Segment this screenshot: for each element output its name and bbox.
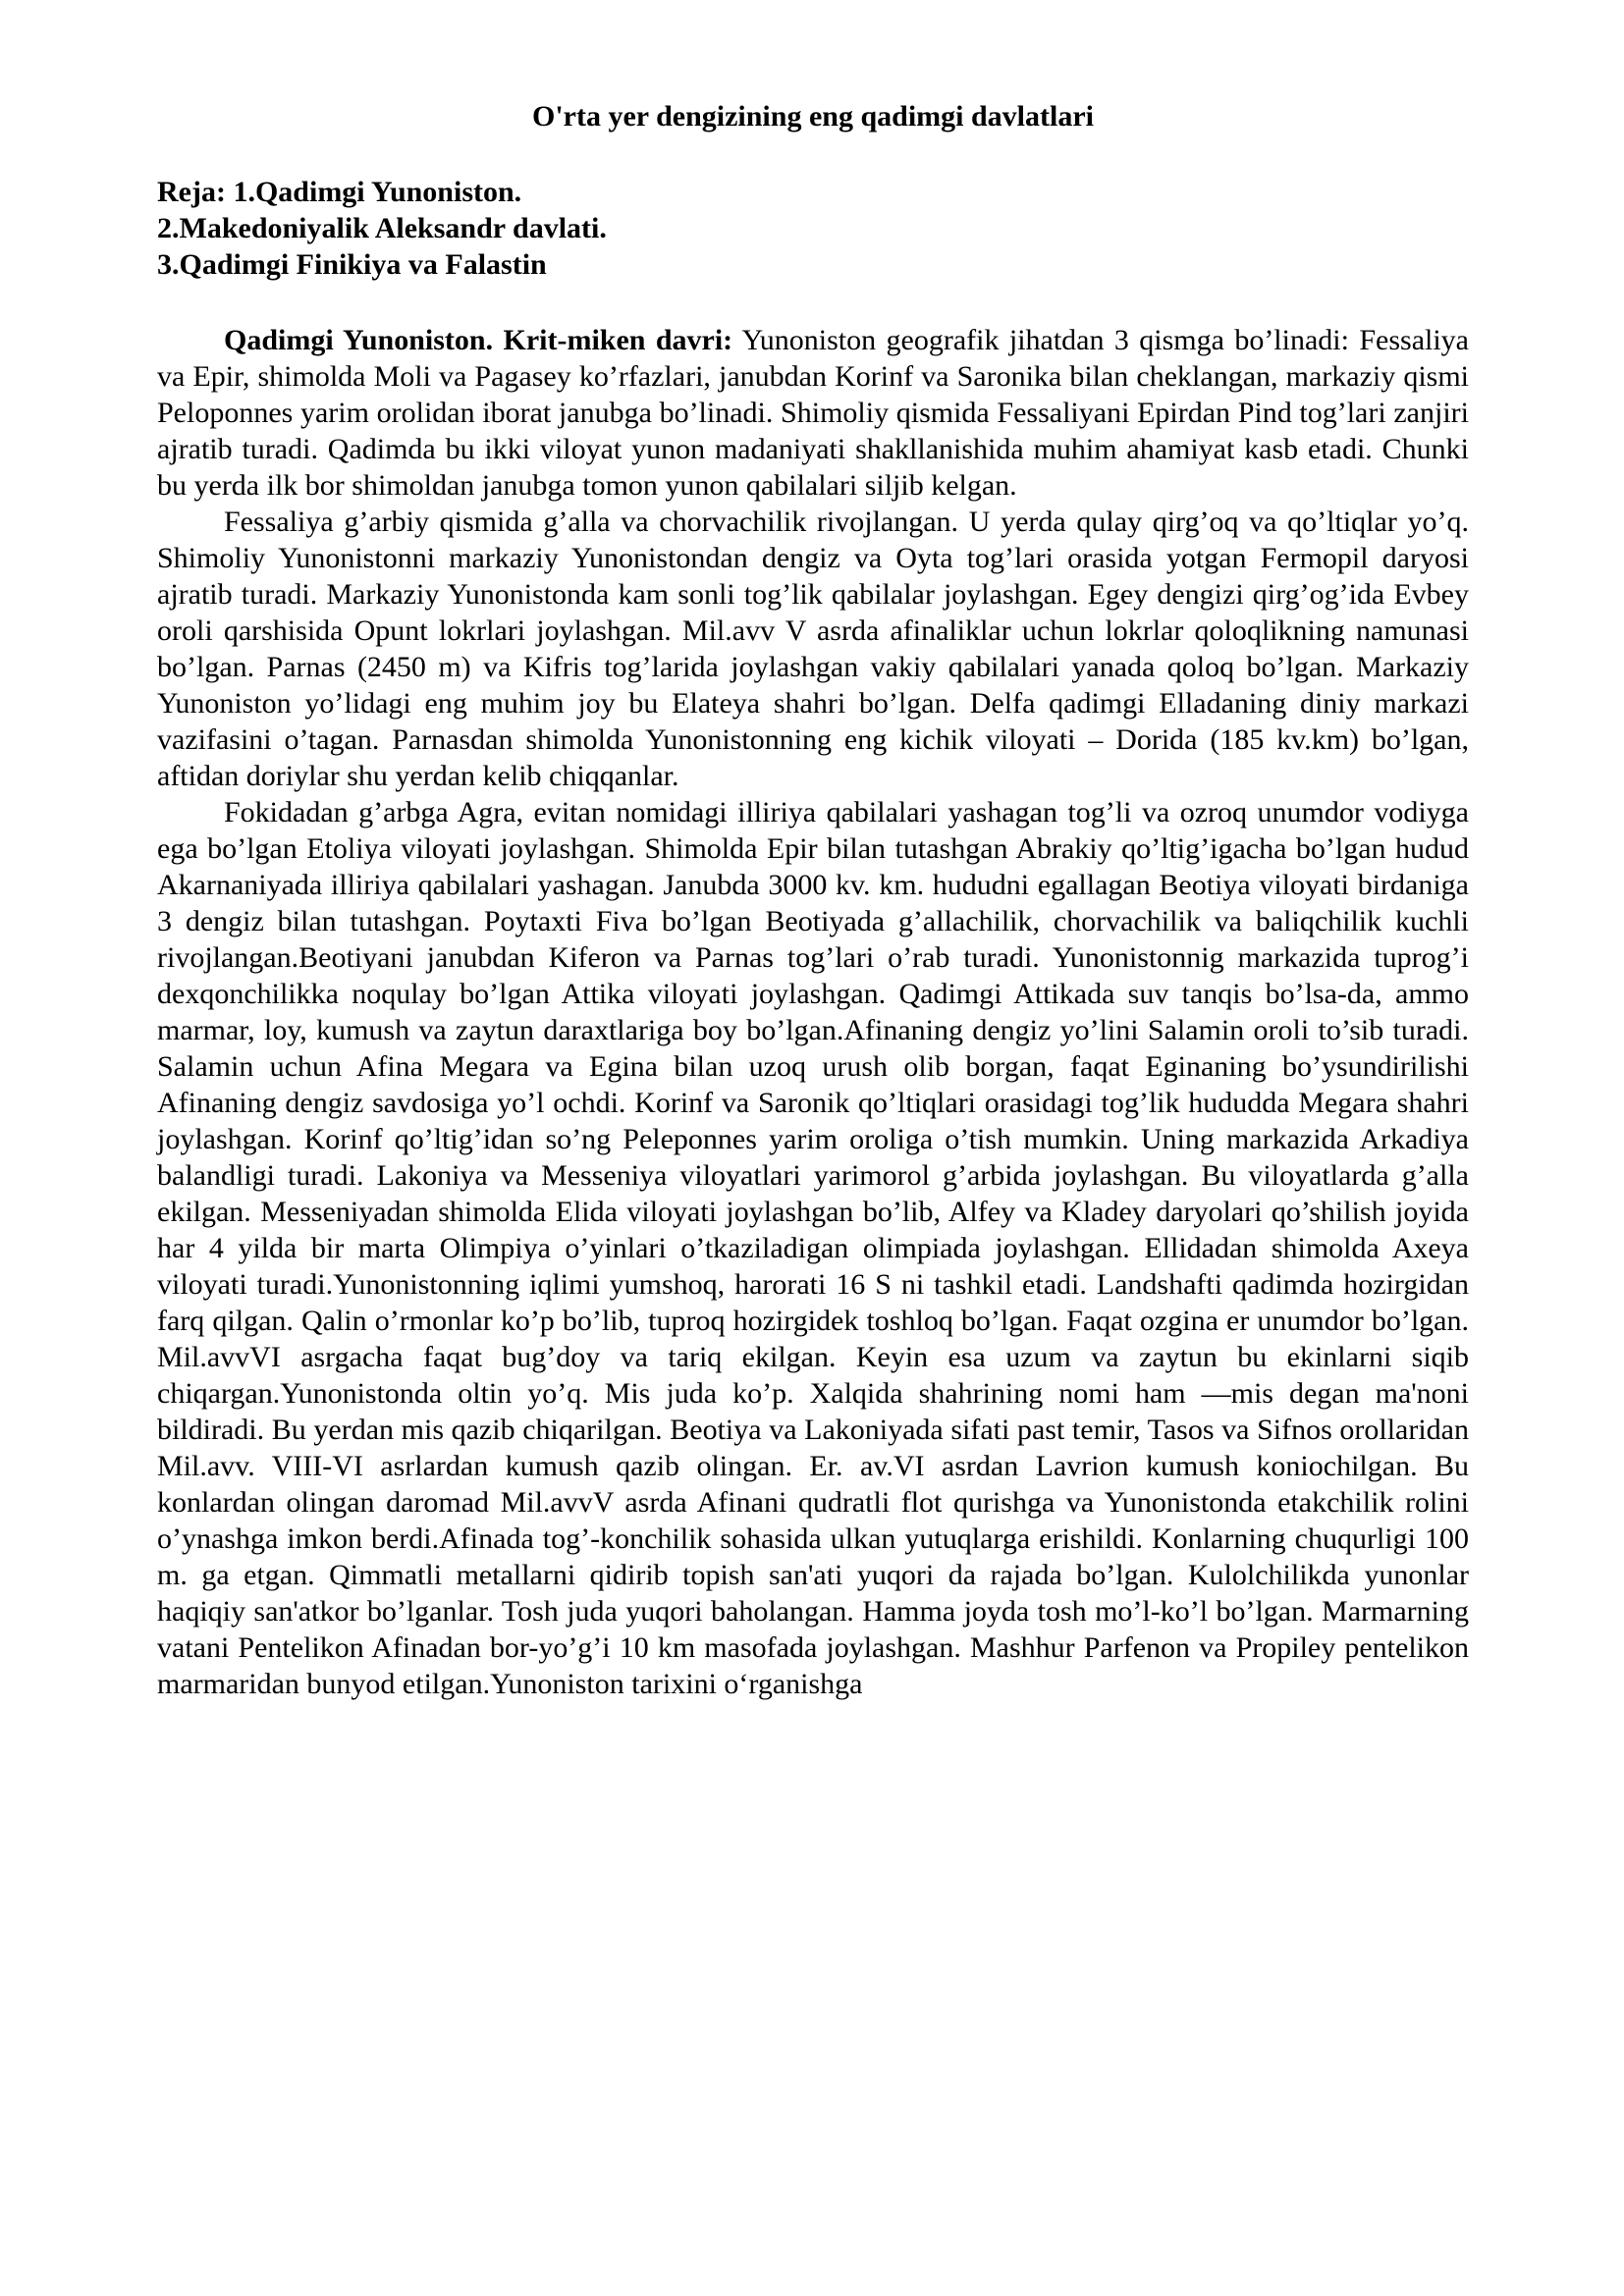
paragraph-1-lead: Qadimgi Yunoniston. Krit-miken davri: bbox=[224, 324, 733, 356]
paragraph-3-text: Fokidadan g’arbga Agra, evitan nomidagi illiriya qabilalari yashagan tog’li va ozroq unumdor vodiyga ega bo’lgan Etoliya viloyati joylashgan. Shimolda Epir bilan tutashgan Abrakiy qo’ltig’igacha bo’lgan hudud Akarnaniyada illiriya qabilalari yashagan. Janubda 3000 kv. km. hududni egallagan Beotiya viloyati birdaniga 3 dengiz bilan tutashgan. Poytaxti Fiva bo’lgan Beotiyada g’allachilik, chorvachilik va baliqchilik kuchli rivojlangan.Beotiyani janubdan Kiferon va Parnas tog’lari o’rab turadi. Yunonistonnig markazida tuprog’i dexqonchilikka noqulay bo’lgan Attika viloyati joylashgan. Qadimgi Attikada suv tanqis bo’lsa-da, ammo marmar, loy, kumush va zaytun daraxtlariga boy bo’lgan.Afinaning dengiz yo’lini Salamin oroli to’sib turadi. Salamin uchun Afina Megara va Egina bilan uzoq urush olib borgan, faqat Eginaning bo’ysundirilishi Afinaning dengiz savdosiga yo’l ochdi. Korinf va Saronik qo’ltiqlari orasidagi tog’lik hududda Megara shahri joylashgan. Korinf qo’ltig’idan so’ng Peleponnes yarim oroliga o’tish mumkin. Uning markazida Arkadiya balandligi turadi. Lakoniya va Messeniya viloyatlari yarimorol g’arbida joylashgan. Bu viloyatlarda g’alla ekilgan. Messeniyadan shimolda Elida viloyati joylashgan bo’lib, Alfey va Kladey daryolari qo’shilish joyida har 4 yilda bir marta Olimpiya o’yinlari o’tkaziladigan olimpiada joylashgan. Ellidadan shimolda Axeya viloyati turadi.Yunonistonning iqlimi yumshoq, harorati 16 S ni tashkil etadi. Landshafti qadimda hozirgidan farq qilgan. Qalin o’rmonlar ko’p bo’lib, tuproq hozirgidek toshloq bo’lgan. Faqat ozgina er unumdor bo’lgan. Mil.avvVI asrgacha faqat bug’doy va tariq ekilgan. Keyin esa uzum va zaytun bu ekinlarni siqib chiqargan.Yunonistonda oltin yo’q. Mis juda ko’p. Xalqida shahrining nomi ham —mis degan ma'noni bildiradi. Bu yerdan mis qazib chiqarilgan. Beotiya va Lakoniyada sifati past temir, Tasos va Sifnos orollaridan Mil.avv. VIII-VI asrlardan kumush qazib olingan. Er. av.VI asrdan Lavrion kumush koniochilgan. Bu konlardan olingan daromad Mil.avvV asrda Afinani qudratli flot qurishga va Yunonistonda etakchilik rolini o’ynashga imkon berdi.Afinada tog’-konchilik sohasida ulkan yutuqlarga erishildi. Konlarning chuqurligi 100 m. ga etgan. Qimmatli metallarni qidirib topish san'ati yuqori da rajada bo’lgan. Kulolchilikda yunonlar haqiqiy san'atkor bo’lganlar. Tosh juda yuqori baholangan. Hamma joyda tosh mo’l-ko’l bo’lgan. Marmarning vatani Pentelikon Afinadan bor-yo’g’i 10 km masofada joylashgan. Mashhur Parfenon va Propiley pentelikon marmaridan bunyod etilgan.Yunoniston tarixini oʻrganishga bbox=[157, 796, 1469, 1700]
paragraph-1-text: Yunoniston geografik jihatdan 3 qismga bo’linadi: Fessaliya va Epir, shimolda Moli va Pagasey ko’rfazlari, janubdan Korinf va Saronika bilan cheklangan, markaziy qismi Peloponnes yarim orolidan iborat janubga bo’linadi. Shimoliy qismida Fessaliyani Epirdan Pind tog’lari zanjiri ajratib turadi. Qadimda bu ikki viloyat yunon madaniyati shakllanishida muhim ahamiyat kasb etadi. Chunki bu yerda ilk bor shimoldan janubga tomon yunon qabilalari siljib kelgan. bbox=[157, 324, 1469, 502]
paragraph-2 bbox=[157, 504, 1469, 794]
paragraph-1 bbox=[157, 322, 1469, 504]
plan-section bbox=[157, 174, 1469, 283]
paragraph-3 bbox=[157, 794, 1469, 1702]
paragraph-2-text: Fessaliya g’arbiy qismida g’alla va chorvachilik rivojlangan. U yerda qulay qirg’oq va qo’ltiqlar yo’q. Shimoliy Yunonistonni markaziy Yunonistondan dengiz va Oyta tog’lari orasida yotgan Fermopil daryosi ajratib turadi. Markaziy Yunonistonda kam sonli tog’lik qabilalar joylashgan. Egey dengizi qirg’og’ida Evbey oroli qarshisida Opunt lokrlari joylashgan. Mil.avv V asrda afinaliklar uchun lokrlar qoloqlikning namunasi bo’lgan. Parnas (2450 m) va Kifris tog’larida joylashgan vakiy qabilalari yanada qoloq bo’lgan. Markaziy Yunoniston yo’lidagi eng muhim joy bu Elateya shahri bo’lgan. Delfa qadimgi Elladaning diniy markazi vazifasini o’tagan. Parnasdan shimolda Yunonistonning eng kichik viloyati – Dorida (185 kv.km) bo’lgan, aftidan doriylar shu yerdan kelib chiqqanlar. bbox=[157, 506, 1469, 792]
document-title: O'rta yer dengizining eng qadimgi davlatlari bbox=[532, 100, 1094, 133]
plan-line-2: 2.Makedoniyalik Aleksandr davlati. bbox=[157, 212, 607, 244]
plan-line-3: 3.Qadimgi Finikiya va Falastin bbox=[157, 248, 547, 281]
plan-line-1: Reja: 1.Qadimgi Yunoniston. bbox=[157, 176, 522, 208]
